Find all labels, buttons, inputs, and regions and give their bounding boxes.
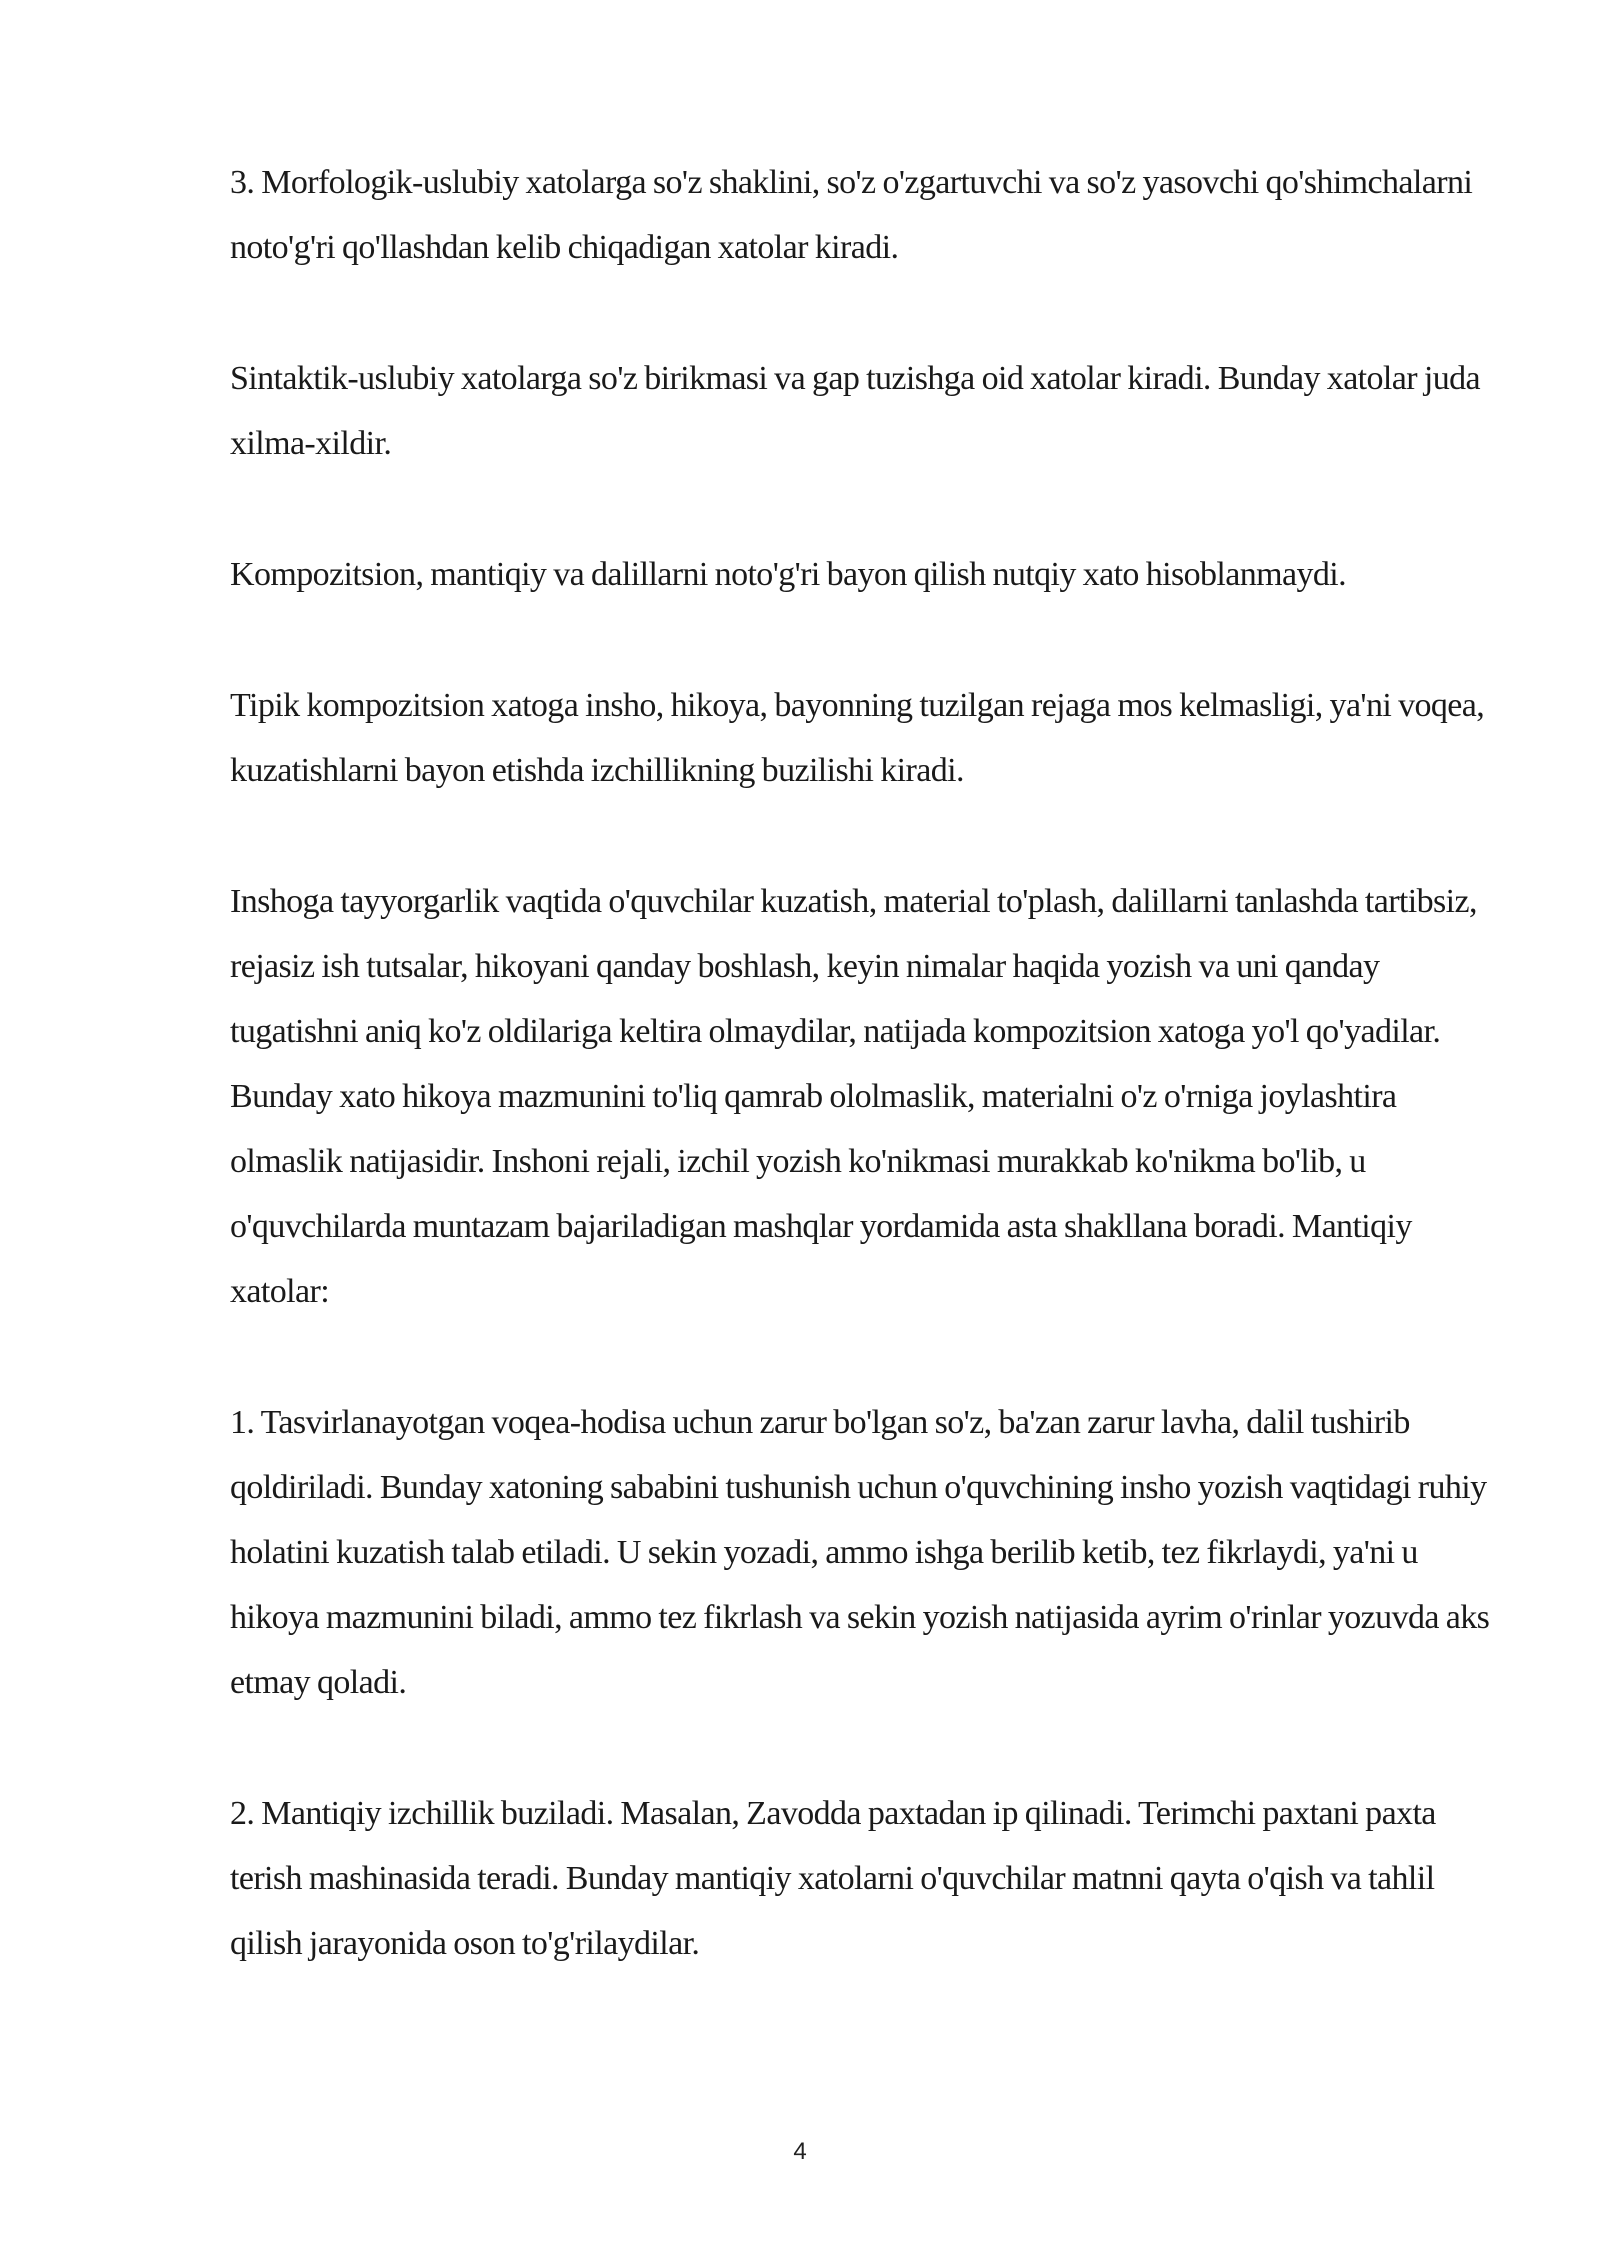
paragraph-compositional-note: Kompozitsion, mantiqiy va dalillarni noto'g'ri bayon qilish nutqiy xato hisoblanmaydi.: [230, 556, 1347, 593]
page-body: [230, 150, 1490, 2042]
paragraph-logical-error-2: 2. Mantiqiy izchillik buziladi. Masalan, Zavodda paxtadan ip qilinadi. Terimchi paxtani paxta terish mashinasida teradi. Bunday mantiqiy xatolarni o'quvchilar matnni qayta o'qish va tahlil qilish jarayonida oson to'g'rilaydilar.: [230, 1795, 1436, 1962]
paragraph-morphological-errors: 3. Morfologik-uslubiy xatolarga so'z shaklini, so'z o'zgartuvchi va so'z yasovchi qo'shimchalarni noto'g'ri qo'llashdan kelib chiqadigan xatolar kiradi.: [230, 164, 1473, 266]
paragraph-syntactic-errors: Sintaktik-uslubiy xatolarga so'z birikmasi va gap tuzishga oid xatolar kiradi. Bunday xatolar juda xilma-xildir.: [230, 360, 1481, 462]
paragraph-typical-compositional-error: Tipik kompozitsion xatoga insho, hikoya, bayonning tuzilgan rejaga mos kelmasligi, ya'ni voqea, kuzatishlarni bayon etishda izchillikning buzilishi kiradi.: [230, 687, 1485, 789]
page-number: 4: [793, 2138, 807, 2165]
paragraph-essay-preparation: Inshoga tayyorgarlik vaqtida o'quvchilar kuzatish, material to'plash, dalillarni tanlashda tartibsiz, rejasiz ish tutsalar, hikoyani qanday boshlash, keyin nimalar haqida yozish va uni qanday tugatishni aniq ko'z oldilariga keltira olmaydilar, natijada kompozitsion xatoga yo'l qo'yadilar. Bunday xato hikoya mazmunini to'liq qamrab ololmaslik, materialni o'z o'rniga joylashtira olmaslik natijasidir. Inshoni rejali, izchil yozish ko'nikmasi murakkab ko'nikma bo'lib, u o'quvchilarda muntazam bajariladigan mashqlar yordamida asta shakllana boradi. Mantiqiy xatolar:: [230, 883, 1477, 1310]
paragraph-logical-error-1: 1. Tasvirlanayotgan voqea-hodisa uchun zarur bo'lgan so'z, ba'zan zarur lavha, dalil tushirib qoldiriladi. Bunday xatoning sababini tushunish uchun o'quvchining insho yozish vaqtidagi ruhiy holatini kuzatish talab etiladi. U sekin yozadi, ammo ishga berilib ketib, tez fikrlaydi, ya'ni u hikoya mazmunini biladi, ammo tez fikrlash va sekin yozish natijasida ayrim o'rinlar yozuvda aks etmay qoladi.: [230, 1404, 1490, 1701]
